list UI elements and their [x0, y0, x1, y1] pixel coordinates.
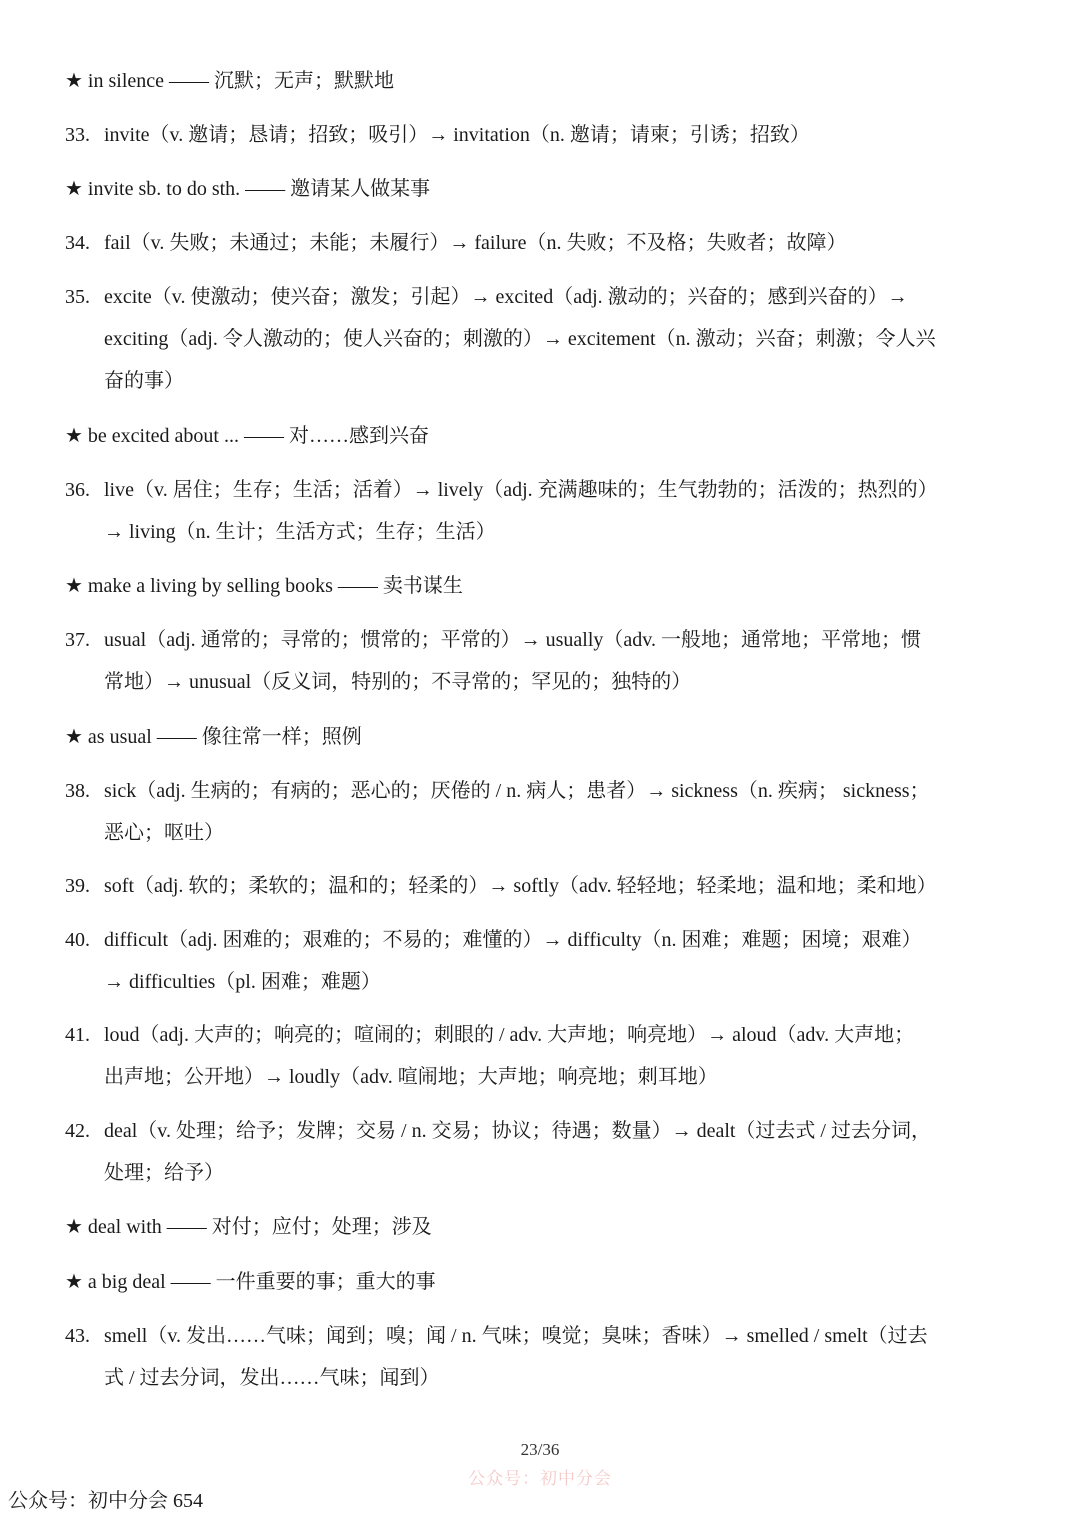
entry-35-excite [65, 276, 1015, 402]
entry-40-difficult [65, 919, 1015, 1003]
entry-number: 35. [65, 286, 90, 308]
entry-text-line1: smell（v. 发出……气味；闻到；嗅；闻 / n. 气味；嗅觉；臭味；香味）→ smelled / smelt（过去 [104, 1325, 928, 1347]
entry-number: 34. [65, 232, 90, 254]
entry-number: 33. [65, 124, 90, 146]
entry-text: fail（v. 失败；未通过；未能；未履行）→ failure（n. 失败；不及格；失败者；故障） [104, 232, 847, 254]
entry-text-line2: 处理；给予） [104, 1162, 224, 1184]
entry-34-fail [65, 222, 1015, 264]
entry-text-line2: → living（n. 生计；生活方式；生存；生活） [104, 521, 496, 543]
entry-text-line1: difficult（adj. 困难的；艰难的；不易的；难懂的）→ difficulty（n. 困难；难题；困境；艰难） [104, 929, 922, 951]
entry-text-line2: 式 / 过去分词，发出……气味；闻到） [104, 1367, 440, 1389]
watermark-text: 公众号：初中分会 [468, 1469, 612, 1488]
entry-36-live [65, 469, 1015, 553]
entry-number: 43. [65, 1325, 90, 1347]
entry-number: 40. [65, 929, 90, 951]
entry-text-line2: 常地）→ unusual（反义词，特别的；不寻常的；罕见的；独特的） [104, 671, 692, 693]
entry-text: invite（v. 邀请；恳请；招致；吸引）→ invitation（n. 邀请；请柬；引诱；招致） [104, 124, 810, 146]
entry-38-sick [65, 770, 1015, 854]
entry-text-line1: usual（adj. 通常的；寻常的；惯常的；平常的）→ usually（adv. 一般地；通常地；平常地；惯 [104, 629, 922, 651]
phrase-deal-with: ★ deal with —— 对付；应付；处理；涉及 [65, 1216, 432, 1238]
entry-number: 42. [65, 1120, 90, 1142]
entry-43-smell [65, 1315, 1015, 1399]
entry-33-invite [65, 114, 1015, 156]
entry-text-line2: → difficulties（pl. 困难；难题） [104, 971, 381, 993]
entry-text-line2: 出声地；公开地）→ loudly（adv. 喧闹地；大声地；响亮地；刺耳地） [104, 1066, 718, 1088]
entry-41-loud [65, 1014, 1015, 1098]
entry-text-line2: 恶心；呕吐） [104, 822, 224, 844]
entry-42-deal [65, 1110, 1015, 1194]
entry-37-usual [65, 619, 1015, 703]
phrase-as-usual: ★ as usual —— 像往常一样；照例 [65, 726, 362, 748]
phrase-invite-sb: ★ invite sb. to do sth. —— 邀请某人做某事 [65, 178, 431, 200]
entry-number: 36. [65, 479, 90, 501]
phrase-in-silence: ★ in silence —— 沉默；无声；默默地 [65, 70, 395, 92]
entry-text-line1: loud（adj. 大声的；响亮的；喧闹的；刺眼的 / adv. 大声地；响亮地）→ aloud（adv. 大声地； [104, 1024, 915, 1046]
entry-text-line3: 奋的事） [104, 370, 184, 392]
entry-number: 37. [65, 629, 90, 651]
entry-text-line2: exciting（adj. 令人激动的；使人兴奋的；刺激的）→ excitement（n. 激动；兴奋；刺激；令人兴 [104, 328, 936, 350]
entry-text-line1: live（v. 居住；生存；生活；活着）→ lively（adj. 充满趣味的；生气勃勃的；活泼的；热烈的） [104, 479, 938, 501]
footer-account-label: 公众号：初中分会 654 [8, 1490, 203, 1512]
entry-number: 38. [65, 780, 90, 802]
entry-number: 41. [65, 1024, 90, 1046]
page-number: 23/36 [520, 1440, 560, 1459]
phrase-be-excited-about: ★ be excited about ... —— 对……感到兴奋 [65, 425, 429, 447]
entry-text-line1: deal（v. 处理；给予；发牌；交易 / n. 交易；协议；待遇；数量）→ dealt（过去式 / 过去分词， [104, 1120, 931, 1142]
entry-text-line1: sick（adj. 生病的；有病的；恶心的；厌倦的 / n. 病人；患者）→ sickness（n. 疾病； sickness； [104, 780, 930, 802]
entry-text: soft（adj. 软的；柔软的；温和的；轻柔的）→ softly（adv. 轻轻地；轻柔地；温和地；柔和地） [104, 875, 937, 897]
entry-text-line1: excite（v. 使激动；使兴奋；激发；引起）→ excited（adj. 激动的；兴奋的；感到兴奋的）→ [104, 286, 908, 308]
phrase-make-a-living: ★ make a living by selling books —— 卖书谋生 [65, 575, 463, 597]
entry-39-soft [65, 865, 1015, 907]
entry-number: 39. [65, 875, 90, 897]
phrase-a-big-deal: ★ a big deal —— 一件重要的事；重大的事 [65, 1271, 436, 1293]
